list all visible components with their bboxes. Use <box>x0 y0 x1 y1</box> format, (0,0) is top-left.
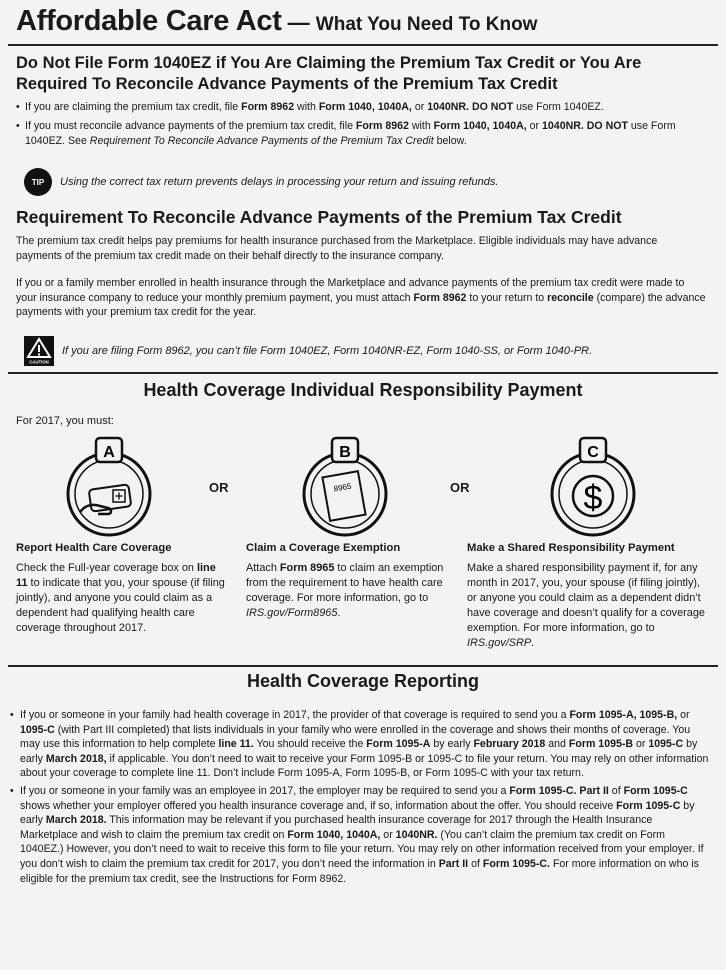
section2-paragraph-1: The premium tax credit helps pay premiums for health insurance purchased from the Marketplace. Eligible individuals may have advance payments of the premium tax credit made on their behalf directly to the insurance company. <box>16 235 658 262</box>
column-a-heading: Report Health Care Coverage <box>16 542 172 554</box>
section3-intro: For 2017, you must: <box>16 415 114 427</box>
section4-heading: Health Coverage Reporting <box>246 671 480 691</box>
or-label: OR <box>450 480 470 495</box>
title-subtitle: What You Need To Know <box>315 14 538 35</box>
section1-bullets <box>16 100 706 153</box>
column-c-heading: Make a Shared Responsibility Payment <box>467 542 675 554</box>
exemption-form-icon <box>300 434 390 540</box>
tip-note <box>24 168 498 196</box>
letter-b: B <box>339 444 351 461</box>
tip-icon: TIP <box>24 168 52 196</box>
section3-heading: Health Coverage Individual Responsibility Payment <box>143 380 583 400</box>
letter-a: A <box>103 444 115 461</box>
column-b-text: Attach Form 8965 to claim an exemption from the requirement to have health care coverage. For more information, go to IRS.gov/Form8965. <box>246 562 444 619</box>
divider <box>8 665 718 667</box>
column-c-text: Make a shared responsibility payment if, for any month in 2017, you, your spouse (if filing jointly), or anyone you could claim as a dependent didn’t have coverage and doesn’t qualify for a coverage exemption. For more information, go to IRS.gov/SRP. <box>467 562 705 649</box>
caution-icon <box>24 336 54 366</box>
dollar-symbol: $ <box>583 479 603 517</box>
caution-label: CAUTION <box>29 359 49 365</box>
title-dash: — <box>281 10 316 35</box>
section2-paragraph-2: If you or a family member enrolled in health insurance through the Marketplace and advance payments of the premium tax credit were made to your insurance company to reduce your monthly premium payment, you must attach Form 8962 to your return to reconcile (compare) the advance payments with your premium tax credit for the year. <box>16 277 706 318</box>
list-item: • If you or someone in your family had health coverage in 2017, the provider of that coverage is required to send you a Form 1095-A, 1095-B, or 1095-C (with Part III completed) that lists individuals in your family who were enrolled in the coverage and shows their months of coverage. You may use this information to help complete line 11. You should receive the Form 1095-A by early February 2018 and Form 1095-B or 1095-C by early March 2018, if applicable. You don’t need to wait to receive your Form 1095-B or 1095-C to file your return. You may rely on other information about your coverage to complete line 11. Don’t include Form 1095-A, Form 1095-B, or Form 1095-C with your tax return. <box>10 708 710 781</box>
section2-heading: Requirement To Reconcile Advance Payments of the Premium Tax Credit <box>16 207 622 227</box>
form-number: 8965 <box>333 481 353 494</box>
divider <box>8 372 718 374</box>
letter-c: C <box>587 444 599 461</box>
dollar-payment-icon <box>548 434 638 540</box>
or-label: OR <box>209 480 229 495</box>
page-title <box>16 5 537 38</box>
list-item: • If you or someone in your family was an employee in 2017, the employer may be required to send you a Form 1095-C. Part II of Form 1095-C shows whether your employer offered you health insurance coverage and, if so, information about the offer. You should receive Form 1095-C by early March 2018. This information may be relevant if you purchased health insurance coverage for 2017 through the Health Insurance Marketplace and wish to claim the premium tax credit on Form 1040, 1040A, or 1040NR. (You can’t claim the premium tax credit on Form 1040EZ.) However, you don’t need to wait to receive this form to file your return. You may rely on other information received from your employer. If you don’t wish to claim the premium tax credit for 2017, you don’t need the information in Part II of Form 1095-C. For more information on who is eligible for the premium tax credit, see the Instructions for Form 8962. <box>10 784 710 886</box>
coverage-card-icon <box>64 434 154 540</box>
title-main: Affordable Care Act <box>16 5 282 37</box>
list-item: • If you must reconcile advance payments of the premium tax credit, file Form 8962 with Form 1040, 1040A, or 1040NR. DO NOT use Form 1040EZ. See Requirement To Reconcile Advance Payments of the Premium Tax Credit below. <box>16 119 706 149</box>
tip-text: Using the correct tax return prevents delays in processing your return and issuing refunds. <box>60 176 499 188</box>
column-b-heading: Claim a Coverage Exemption <box>246 542 401 554</box>
list-item: • If you are claiming the premium tax credit, file Form 8962 with Form 1040, 1040A, or 1040NR. DO NOT use Form 1040EZ. <box>16 100 706 115</box>
section1-heading: Do Not File Form 1040EZ if You Are Claiming the Premium Tax Credit or You Are Required To Reconcile Advance Payments of the Premium Tax Credit <box>16 54 642 93</box>
divider <box>8 44 718 46</box>
section4-bullets <box>10 708 710 889</box>
column-a-text: Check the Full-year coverage box on line 11 to indicate that you, your spouse (if filing jointly), and anyone you could claim as a dependent had qualifying health care coverage throughout 2017. <box>16 562 225 634</box>
caution-note <box>24 336 592 366</box>
caution-text: If you are filing Form 8962, you can’t file Form 1040EZ, Form 1040NR-EZ, Form 1040-SS, or Form 1040-PR. <box>62 345 593 357</box>
